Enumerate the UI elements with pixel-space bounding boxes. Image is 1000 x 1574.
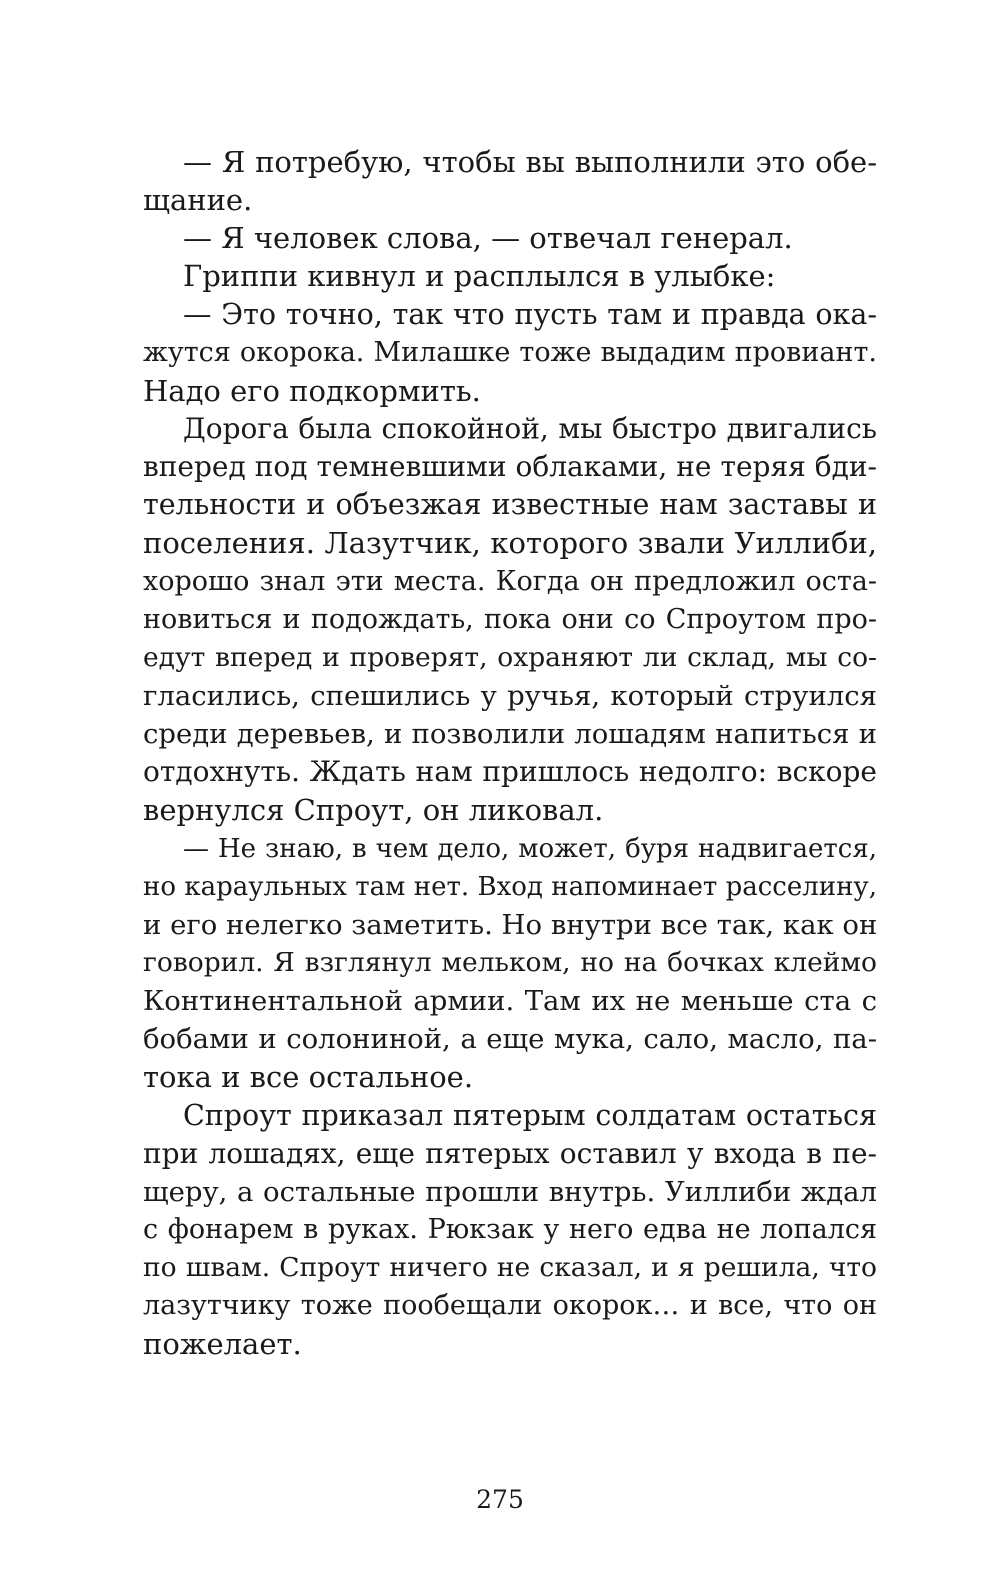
text-line: тока и все остальное. xyxy=(143,1060,474,1095)
text-line: — Я потребую, чтобы вы выполнили это обе- xyxy=(183,145,877,179)
text-line: тельности и объезжая известные нам заставы и xyxy=(143,488,877,522)
text-line: лазутчику тоже пообещали окорок… и все, что он xyxy=(143,1290,877,1322)
text-line: — Я человек слова, — отвечал генерал. xyxy=(183,221,793,256)
text-line: и его нелегко заметить. Но внутри все так, как он xyxy=(143,908,878,941)
text-line: Надо его подкормить. xyxy=(143,373,481,408)
text-line: по швам. Спроут ничего не сказал, и я решила, что xyxy=(143,1252,877,1284)
text-line: едут вперед и проверят, охраняют ли склад, мы со- xyxy=(143,641,877,673)
text-line: Континентальной армии. Там их не меньше ста с xyxy=(143,985,877,1018)
text-line: говорил. Я взглянул мельком, но на бочках клеймо xyxy=(143,946,877,978)
text-line: среди деревьев, и позволили лошадям напиться и xyxy=(143,718,877,751)
text-line: новиться и подождать, пока они со Спроутом про- xyxy=(143,603,877,635)
text-line: Дорога была спокойной, мы быстро двигались xyxy=(183,411,877,445)
text-line: пожелает. xyxy=(143,1327,302,1362)
text-line: бобами и солониной, а еще мука, сало, масло, па- xyxy=(143,1023,877,1056)
text-line: Спроут приказал пятерым солдатам остаться xyxy=(183,1098,877,1132)
text-line: но караульных там нет. Вход напоминает расселину, xyxy=(143,871,877,902)
text-line: вперед под темневшими облаками, не теряя бди- xyxy=(143,450,877,484)
text-line: Гриппи кивнул и расплылся в улыбке: xyxy=(183,259,776,294)
text-line: щание. xyxy=(143,183,253,218)
text-line: вернулся Спроут, он ликовал. xyxy=(143,793,604,828)
text-line: жутся окорока. Милашке тоже выдадим провиант. xyxy=(143,336,877,368)
text-line: поселения. Лазутчик, которого звали Уиллиби, xyxy=(143,526,877,561)
text-line: — Не знаю, в чем дело, может, буря надвигается, xyxy=(183,833,877,864)
text-line: гласились, спешились у ручья, который струился xyxy=(143,679,877,712)
text-line: хорошо знал эти места. Когда он предложил оста- xyxy=(143,565,877,597)
text-line: — Это точно, так что пусть там и правда ока- xyxy=(183,297,877,331)
text-line: с фонарем в руках. Рюкзак у него едва не лопался xyxy=(143,1213,877,1245)
body-text xyxy=(143,143,877,1364)
page-number: 275 xyxy=(476,1485,524,1514)
text-line: при лошадях, еще пятерых оставил у входа в пе- xyxy=(143,1136,877,1170)
text-line: отдохнуть. Ждать нам пришлось недолго: вскоре xyxy=(143,755,877,789)
text-line: щеру, а остальные прошли внутрь. Уиллиби ждал xyxy=(143,1175,877,1208)
